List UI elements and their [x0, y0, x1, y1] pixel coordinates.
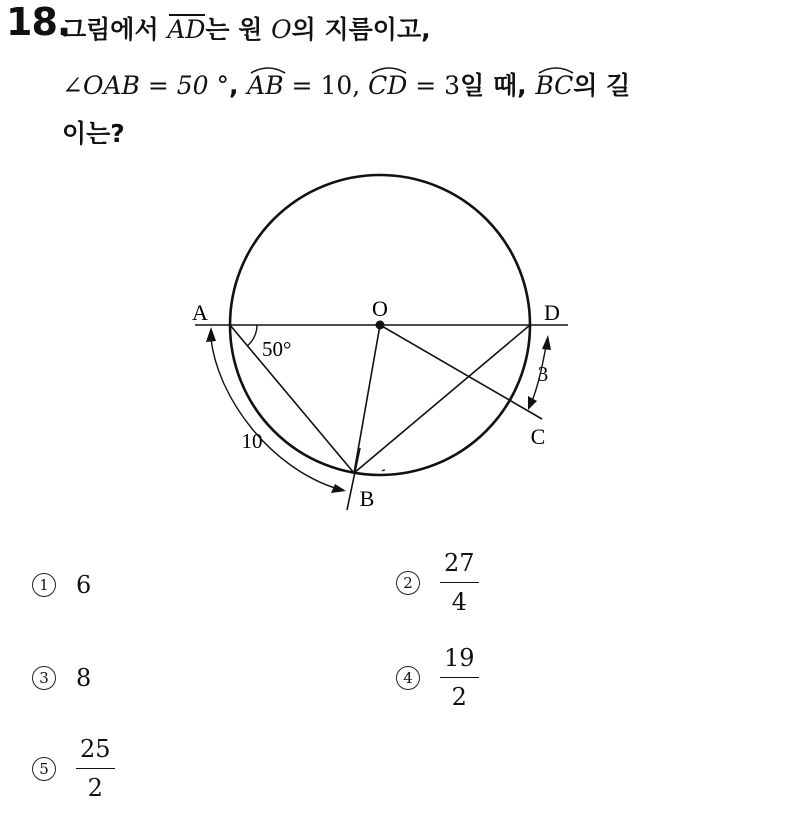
- circle-diagram: [180, 168, 580, 513]
- stem-line-3: [62, 114, 125, 154]
- stem-text: 그림에서: [62, 15, 168, 44]
- angle-label: 50°: [262, 337, 292, 361]
- radius-OB: [354, 325, 380, 473]
- segment-AD: AD: [167, 15, 206, 44]
- stem-line-1: [62, 10, 431, 50]
- arrowhead-B: [331, 484, 346, 493]
- fraction-denominator: 2: [451, 682, 467, 711]
- arc-label-CD: 3: [537, 362, 549, 386]
- chord-BD: [354, 325, 530, 473]
- choice-marker: 1: [32, 573, 56, 597]
- choice-2[interactable]: [396, 550, 479, 616]
- choice-marker: 5: [32, 757, 56, 781]
- label-D: D: [544, 300, 560, 325]
- arc-CD-notation: CD: [368, 66, 407, 106]
- angle-mark-B: [382, 470, 385, 471]
- angle-arc-OAB: [247, 325, 257, 346]
- stem-text: 이는?: [62, 119, 125, 148]
- stem-text: 일 때,: [460, 71, 536, 100]
- fraction-numerator: 25: [76, 736, 115, 769]
- center-point-O: [376, 321, 385, 330]
- choice-value: 6: [76, 571, 92, 599]
- choice-3[interactable]: [32, 664, 91, 692]
- arc-label-AB: 10: [241, 429, 263, 453]
- circle-name: O: [271, 15, 292, 44]
- angle-expression: ∠OAB = 50 °: [62, 71, 229, 100]
- arc-AB-notation: AB: [247, 66, 283, 106]
- choice-fraction: [440, 645, 479, 711]
- arc-measure-AB: [211, 339, 338, 489]
- choice-5[interactable]: [32, 736, 115, 802]
- label-B: B: [359, 486, 375, 511]
- label-A: A: [192, 300, 208, 325]
- stem-text: = 10,: [283, 71, 369, 100]
- arrowhead-A: [206, 327, 216, 342]
- choice-value: 8: [76, 664, 92, 692]
- choice-marker: 2: [396, 571, 420, 595]
- stem-text: 의 길: [573, 71, 631, 100]
- stem-text: 는 원: [205, 15, 272, 44]
- choice-marker: 4: [396, 666, 420, 690]
- problem-number: 18.: [6, 0, 71, 44]
- choice-4[interactable]: [396, 645, 479, 711]
- fraction-numerator: 19: [440, 645, 479, 678]
- choice-marker: 3: [32, 666, 56, 690]
- choice-fraction: [76, 736, 115, 802]
- fraction-denominator: 4: [451, 587, 467, 616]
- stem-text: ,: [228, 71, 248, 100]
- stem-text: = 3: [407, 71, 461, 100]
- arc-BC-notation: BC: [535, 66, 573, 106]
- label-C: C: [530, 424, 546, 449]
- stem-line-2: [62, 66, 630, 106]
- label-O: O: [372, 296, 388, 321]
- choice-fraction: [440, 550, 479, 616]
- fraction-denominator: 2: [87, 773, 103, 802]
- fraction-numerator: 27: [440, 550, 479, 583]
- tick-B: [347, 448, 360, 510]
- stem-text: 의 지름이고,: [291, 15, 431, 44]
- arrowhead-D: [542, 335, 551, 350]
- choice-1[interactable]: [32, 571, 91, 599]
- line-OC: [380, 325, 542, 419]
